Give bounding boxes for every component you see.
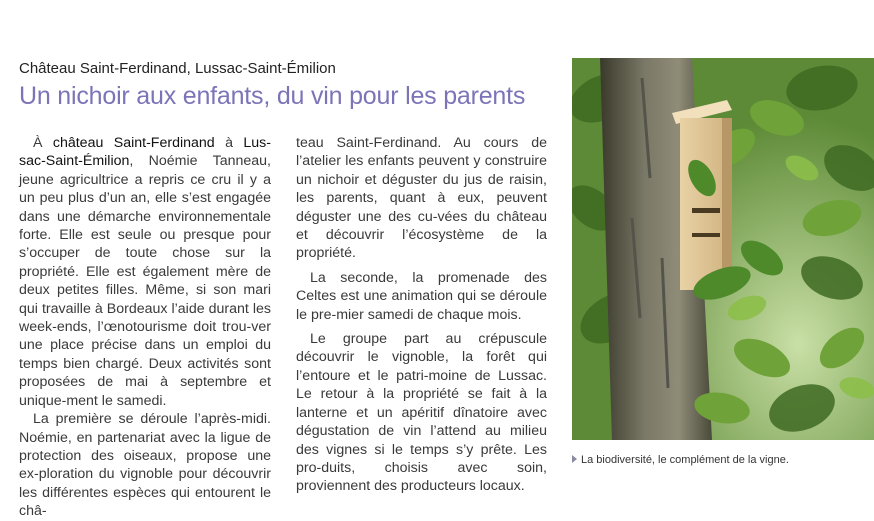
paragraph-first-activity: La première se déroule l’après-midi. Noémie, en partenariat avec la ligue de protection des oiseaux, propose une ex-ploration du vignoble pour découvrir les différentes espèces qui entourent le châ- <box>19 411 271 520</box>
town-name: Lus-sac-Saint-Émilion <box>19 135 271 170</box>
paragraph-intro <box>19 134 271 410</box>
article-headline: Un nichoir aux enfants, du vin pour les parents <box>19 82 526 110</box>
birdhouse-tree-illustration <box>572 58 874 440</box>
article-column-2 <box>296 134 547 496</box>
caption-text: La biodiversité, le complément de la vigne. <box>581 454 789 466</box>
chateau-name: château Saint-Ferdinand <box>52 135 215 151</box>
paragraph-second-activity: La seconde, la promenade des Celtes est une animation qui se déroule le pre-mier samedi de chaque mois. <box>296 269 547 323</box>
birdhouse-photo <box>572 58 874 440</box>
text-fragment: À <box>33 135 53 151</box>
triangle-bullet-icon <box>572 455 577 463</box>
paragraph-continued: teau Saint-Ferdinand. Au cours de l’atelier les enfants peuvent y construire un nichoir et déguster du jus de raisin, les parents, quant à eux, peuvent déguster une des cu-vées du château et découvrir l’écosystème de la propriété. <box>296 135 547 262</box>
text-fragment: , Noémie Tanneau, jeune agricultrice a repris ce cru il y a un peu plus d’un an, elle s’est engagée dans une démarche environnementale forte. Elle est seule ou presque pour s’occuper de toute chose sur la propriété. Elle est également mère de deux petites filles. Même, si son mari qui travaille à Bordeaux l’aide durant les week-ends, l’œnotourisme doit trou-ver une place précise dans un emploi du temps bien chargé. Deux activités sont proposées de mai à septembre et unique-ment le samedi. <box>19 153 271 409</box>
article-column-1 <box>19 134 271 521</box>
photo-caption <box>572 454 789 466</box>
paragraph-evening-walk: Le groupe part au crépuscule découvrir le vignoble, la forêt qui l’entoure et le patri-moine de Lussac. Le retour à la propriété se fait à la lanterne et un apéritif dînatoire avec dégustation de vin l’attend au milieu des vignes si le temps s’y prête. Les pro-duits, choisis avec soin, proviennent des producteurs locaux. <box>296 331 547 495</box>
text-fragment: à <box>214 135 244 151</box>
article-kicker: Château Saint-Ferdinand, Lussac-Saint-Émilion <box>19 60 336 77</box>
